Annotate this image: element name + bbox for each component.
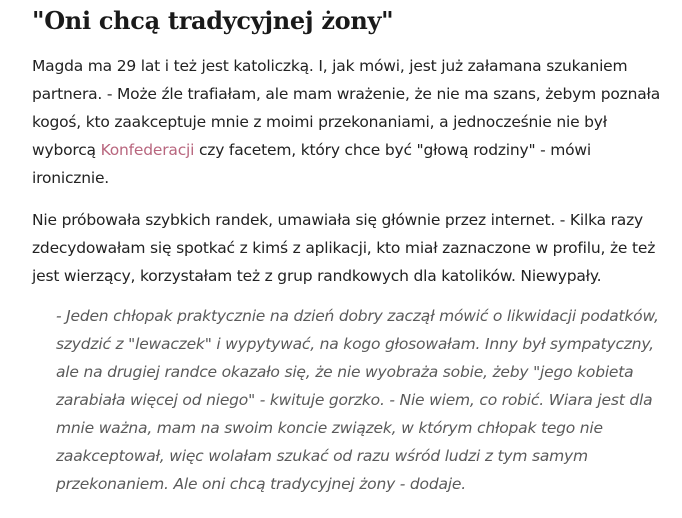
quote-block: - Jeden chłopak praktycznie na dzień dobry zaczął mówić o likwidacji podatków, szydzić z "lewaczek" i wypytywać, na kogo głosowałam. Inny był sympatyczny, ale na drugiej randce okazało się, że nie wyobraża sobie, żeby "jego kobieta zarabiała więcej od niego" - kwituje gorzko. - Nie wiem, co robić. Wiara jest dla mnie ważna, mam na swoim koncie związek, w którym chłopak tego nie zaakceptował, więc wolałam szukać od razu wśród ludzi z tym samym przekonaniem. Ale oni chcą tradycyjnej żony - dodaje. <box>56 307 659 493</box>
section-heading: "Oni chcą tradycyjnej żony" <box>32 6 394 35</box>
paragraph-1 <box>32 52 672 192</box>
article-body <box>32 0 672 498</box>
paragraph-1-text-after: czy facetem, który chce być "głową rodziny" - mówi ironicznie. <box>32 141 592 187</box>
paragraph-1-text-before: Magda ma 29 lat i też jest katoliczką. I, jak mówi, jest już załamana szukaniem partnera. - Może źle trafiałam, ale mam wrażenie, że nie ma szans, żebym poznała kogoś, kto zaakceptuje mnie z moimi przekonaniami, a jednocześnie nie był wyborcą <box>32 57 661 159</box>
paragraph-2: Nie próbowała szybkich randek, umawiała się głównie przez internet. - Kilka razy zdecydowałam się spotkać z kimś z aplikacji, kto miał zaznaczone w profilu, że też jest wierzący, korzystałam też z grup randkowych dla katolików. Niewypały. <box>32 211 656 285</box>
konfederacja-link[interactable]: Konfederacji <box>100 141 195 159</box>
